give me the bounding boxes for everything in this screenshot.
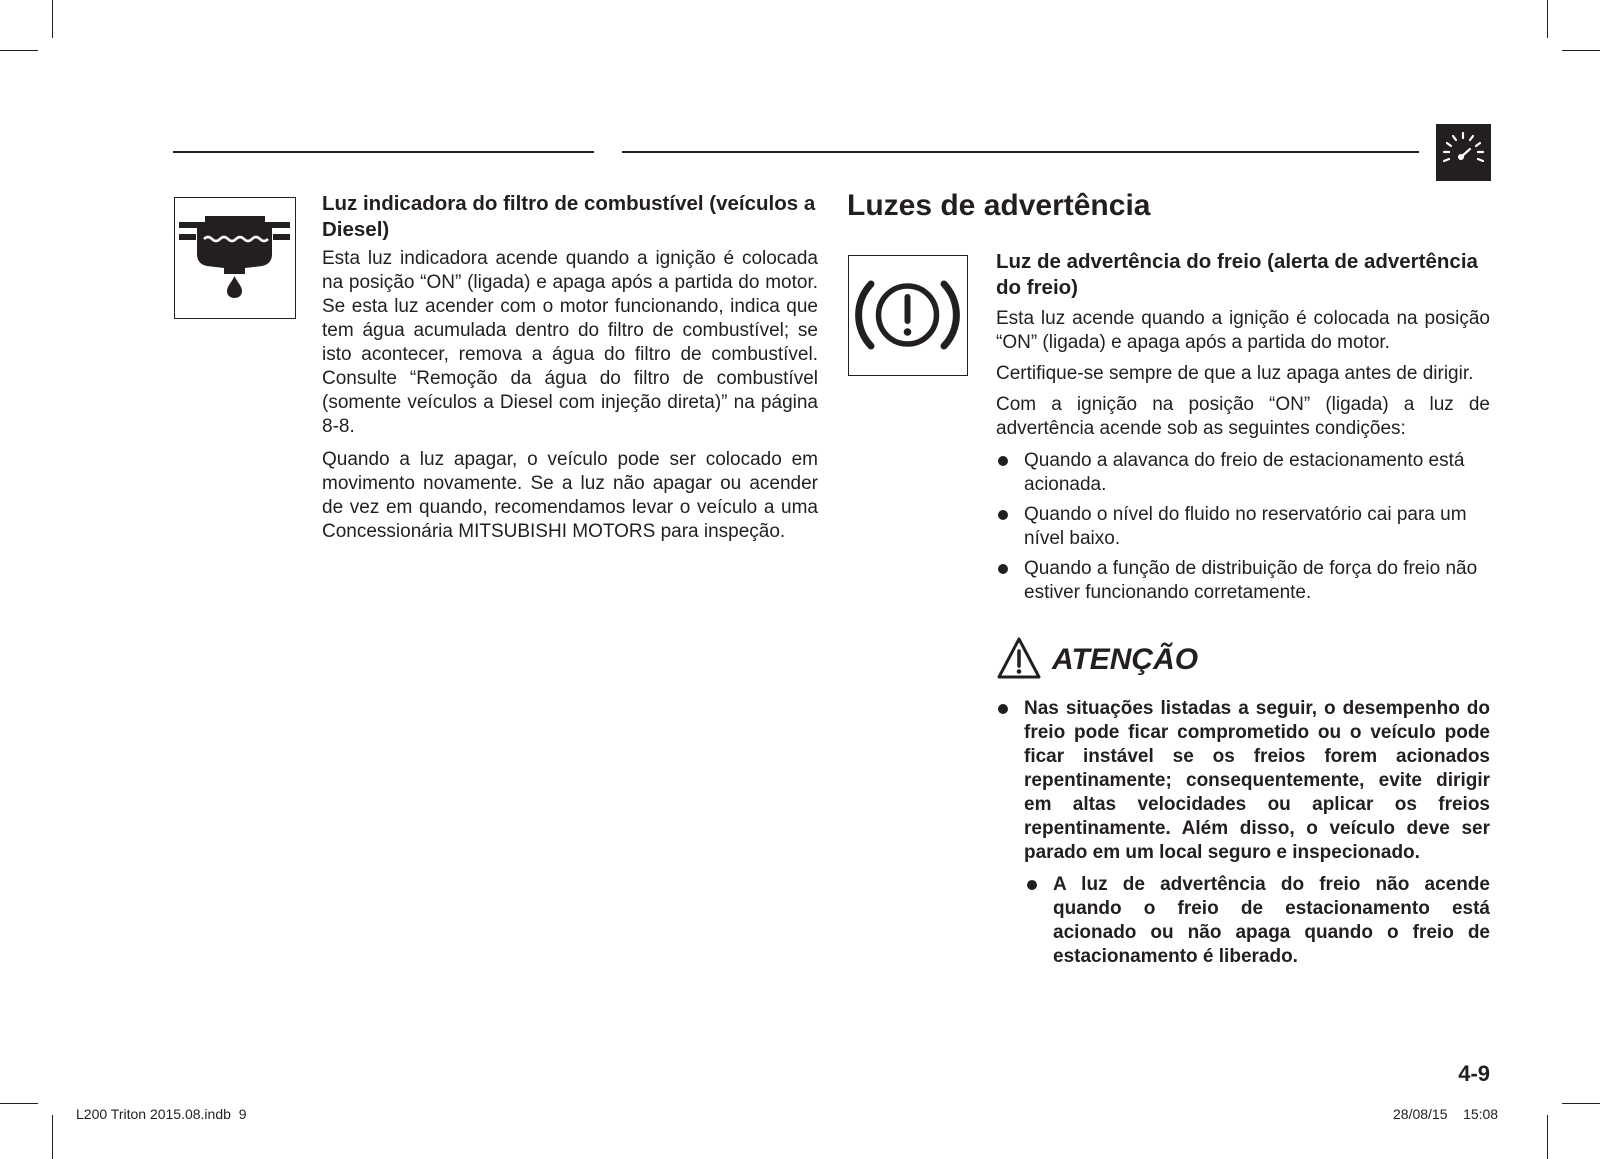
- caution-list: [996, 697, 1490, 871]
- crop-mark: [0, 50, 38, 51]
- crop-mark: [0, 1103, 38, 1104]
- crop-mark: [1547, 0, 1548, 38]
- fuel-filter-paragraph-1: Esta luz indicadora acende quando a ignição é colocada na posição “ON” (ligada) e apaga após a partida do motor. Se esta luz acender com o motor funcionando, indica que tem água acumulada dentro do filtro de combustível; se isto acontecer, remova a água do filtro de combustível. Consulte “Remoção da água do filtro de combustível (somente veículos a Diesel com injeção direta)” na página 8-8.: [322, 248, 818, 437]
- caution-title: ATENÇÃO: [1052, 643, 1199, 676]
- fuel-filter-indicator-box: [174, 197, 296, 319]
- list-item: A luz de advertência do freio não acende quando o freio de estacionamento está acionado ou não apaga quando o freio de estacionamento é liberado.: [1025, 873, 1490, 969]
- fuel-filter-heading: Luz indicadora do filtro de combustível (veículos a Diesel): [322, 192, 816, 241]
- brake-paragraph-2: Certifique-se sempre de que a luz apaga antes de dirigir.: [996, 363, 1474, 384]
- bullet-icon: [998, 704, 1008, 714]
- brake-warning-heading: Luz de advertência do freio (alerta de advertência do freio): [996, 250, 1478, 299]
- page-title: Luzes de advertência: [847, 189, 1151, 222]
- crop-mark: [1562, 50, 1600, 51]
- list-item: Quando a função de distribuição de força do freio não estiver funcionando corretamente.: [996, 557, 1490, 605]
- caution-sub-list: [1025, 873, 1490, 975]
- warning-triangle-icon: [996, 636, 1042, 680]
- bullet-icon: [1027, 880, 1037, 890]
- left-column-text: [322, 191, 818, 544]
- brake-conditions-list: [996, 449, 1490, 605]
- right-column-text: [996, 249, 1490, 611]
- brake-paragraph-3: Com a ignição na posição “ON” (ligada) a luz de advertência acende sob as seguintes condições:: [996, 394, 1490, 439]
- crop-mark: [52, 0, 53, 38]
- crop-mark: [1547, 1115, 1548, 1159]
- crop-mark: [52, 1115, 53, 1159]
- bullet-icon: [998, 564, 1008, 574]
- list-item: Quando o nível do fluido no reservatório cai para um nível baixo.: [996, 503, 1490, 551]
- brake-warning-icon: [849, 256, 966, 374]
- brake-paragraph-1: Esta luz acende quando a ignição é colocada na posição “ON” (ligada) e apaga após a partida do motor.: [996, 308, 1490, 353]
- bullet-icon: [998, 510, 1008, 520]
- header-rule-right: [622, 151, 1419, 153]
- crop-mark: [1562, 1103, 1600, 1104]
- page-number: 4-9: [1458, 1061, 1490, 1086]
- fuel-filter-water-icon: [175, 198, 294, 317]
- list-item: Nas situações listadas a seguir, o desempenho do freio pode ficar comprometido ou o veículo pode ficar instável se os freios forem acionados repentinamente; consequentemente, evite dirigir em altas velocidades ou aplicar os freios repentinamente. Além disso, o veículo deve ser parado em um local seguro e inspecionado.: [996, 697, 1490, 865]
- footer-filename: L200 Triton 2015.08.indb 9: [76, 1106, 247, 1122]
- list-item: Quando a alavanca do freio de estacionamento está acionada.: [996, 449, 1490, 497]
- brake-warning-box: [848, 255, 968, 376]
- bullet-icon: [998, 456, 1008, 466]
- header-rule-left: [173, 151, 594, 153]
- footer-timestamp: 28/08/15 15:08: [1393, 1106, 1499, 1122]
- speedometer-icon: [1436, 124, 1491, 181]
- fuel-filter-paragraph-2: Quando a luz apagar, o veículo pode ser colocado em movimento novamente. Se a luz não apagar ou acender de vez em quando, recomendamos levar o veículo a uma Concessionária MITSUBISHI MOTORS para inspeção.: [322, 449, 818, 542]
